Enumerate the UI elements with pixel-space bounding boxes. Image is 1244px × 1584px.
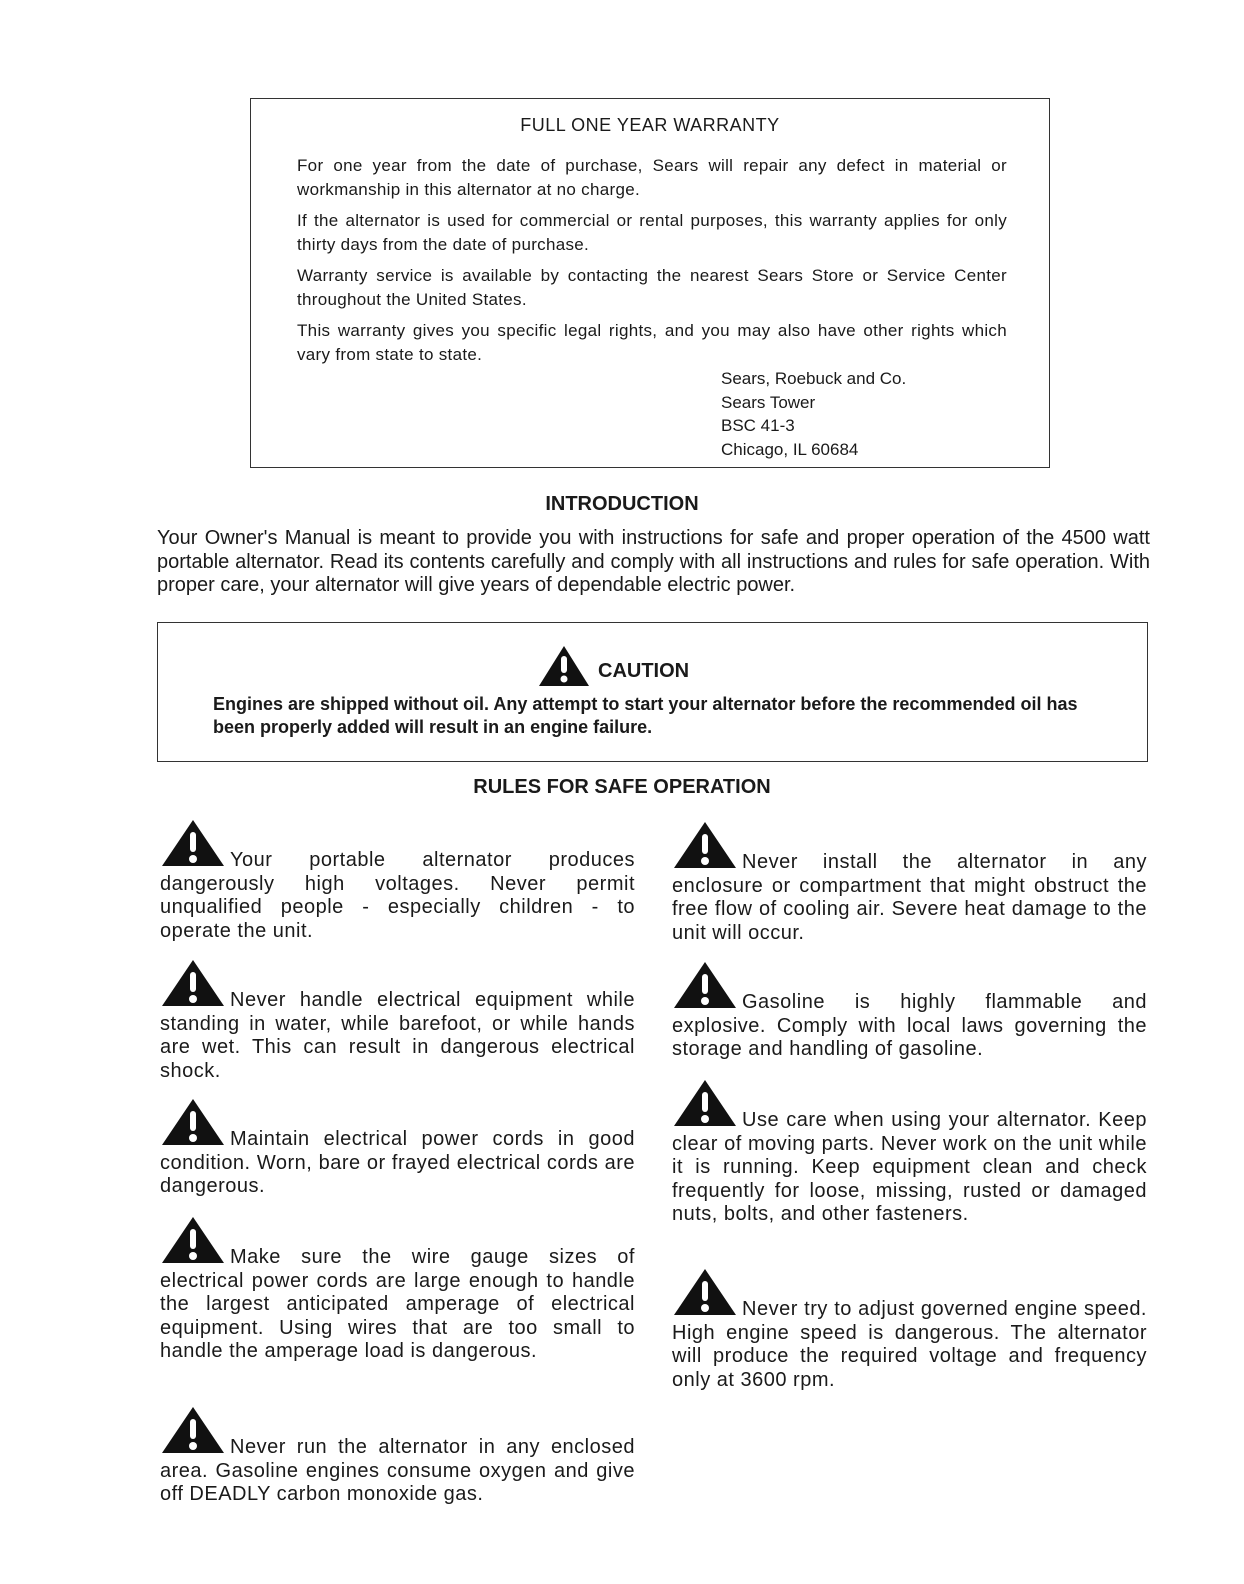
safety-rule <box>672 820 1147 945</box>
safety-rule-text: Never run the alternator in any enclosed area. Gasoline engines consume oxygen and give off DEADLY carbon monoxide gas. <box>160 1436 635 1505</box>
warning-icon <box>672 960 738 1010</box>
warning-icon <box>160 818 226 868</box>
warning-icon <box>160 1405 226 1455</box>
address-line: Sears Tower <box>721 392 816 412</box>
warranty-paragraph: This warranty gives you specific legal rights, and you may also have other rights which vary from state to state. <box>297 321 1007 364</box>
safety-rule-text: Maintain electrical power cords in good condition. Worn, bare or frayed electrical cords are dangerous. <box>160 1128 635 1197</box>
warning-icon <box>538 645 590 687</box>
caution-text: Engines are shipped without oil. Any attempt to start your alternator before the recommended oil has been properly added will result in an engine failure. <box>213 694 1078 737</box>
warranty-box <box>250 98 1050 468</box>
warranty-title: FULL ONE YEAR WARRANTY <box>520 115 780 135</box>
safety-rule-text: Make sure the wire gauge sizes of electrical power cords are large enough to handle the largest anticipated amperage of electrical equipment. Using wires that are too small to handle the amperage load is dangerous. <box>160 1246 635 1362</box>
warning-icon <box>672 820 738 870</box>
warning-icon <box>160 1097 226 1147</box>
address-line: Chicago, IL 60684 <box>721 439 859 459</box>
warranty-paragraph: If the alternator is used for commercial or rental purposes, this warranty applies for only thirty days from the date of purchase. <box>297 211 1007 254</box>
warning-icon <box>160 1215 226 1265</box>
address-line: BSC 41-3 <box>721 416 795 435</box>
safety-rule-text: Gasoline is highly flammable and explosive. Comply with local laws governing the storage and handling of gasoline. <box>672 991 1147 1060</box>
warranty-paragraph: For one year from the date of purchase, Sears will repair any defect in material or workmanship in this alternator at no charge. <box>297 156 1007 199</box>
warning-icon <box>672 1078 738 1128</box>
safety-rule <box>160 1097 635 1199</box>
safety-rule-text: Never install the alternator in any enclosure or compartment that might obstruct the free flow of cooling air. Severe heat damage to the unit will occur. <box>672 851 1147 944</box>
safety-rule <box>672 1078 1147 1227</box>
introduction-heading: INTRODUCTION <box>545 493 699 515</box>
safety-rule <box>160 1215 635 1364</box>
safety-rule-text: Your portable alternator produces dangerously high voltages. Never permit unqualified people - especially children - to operate the unit. <box>160 849 635 942</box>
safety-rule-text: Never handle electrical equipment while standing in water, while barefoot, or while hands are wet. This can result in dangerous electrical shock. <box>160 989 635 1082</box>
rules-heading: RULES FOR SAFE OPERATION <box>473 776 771 798</box>
safety-rule <box>160 1405 635 1507</box>
introduction-text: Your Owner's Manual is meant to provide you with instructions for safe and proper operation of the 4500 watt portable alternator. Read its contents carefully and comply with all instructions and rules for safe operation. With proper care, your alternator will give years of dependable electric power. <box>157 527 1150 596</box>
safety-rule <box>160 818 635 943</box>
caution-title: CAUTION <box>598 660 690 682</box>
safety-rule-text: Use care when using your alternator. Keep clear of moving parts. Never work on the unit while it is running. Keep equipment clean and check frequently for loose, missing, rusted or damaged nuts, bolts, and other fasteners. <box>672 1109 1147 1225</box>
safety-rule-text: Never try to adjust governed engine speed. High engine speed is dangerous. The alternator will produce the required voltage and frequency only at 3600 rpm. <box>672 1298 1147 1391</box>
caution-box <box>157 622 1148 762</box>
safety-rule <box>672 960 1147 1062</box>
sears-address <box>721 367 906 461</box>
warranty-paragraph: Warranty service is available by contacting the nearest Sears Store or Service Center throughout the United States. <box>297 266 1007 309</box>
safety-rule <box>672 1267 1147 1392</box>
warning-icon <box>160 958 226 1008</box>
safety-rule <box>160 958 635 1083</box>
warning-icon <box>672 1267 738 1317</box>
address-line: Sears, Roebuck and Co. <box>721 369 907 388</box>
